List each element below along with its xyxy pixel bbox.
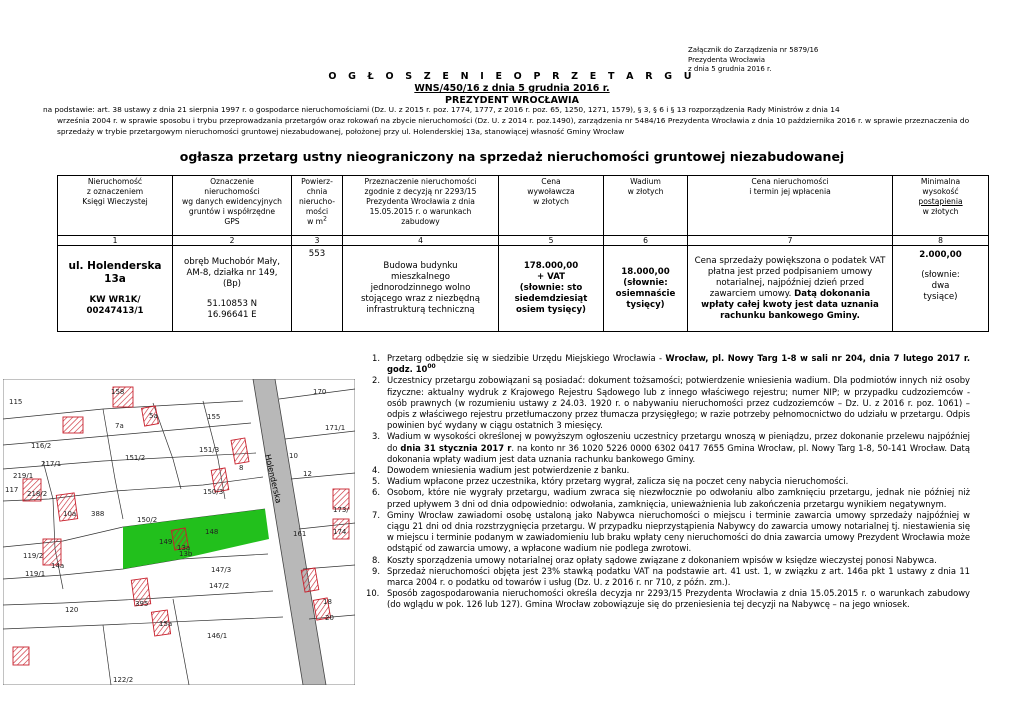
announcement-title: O G Ł O S Z E N I E O P R Z E T A R G U (328, 71, 696, 82)
auction-headline: ogłasza przetarg ustny nieograniczony na sprzedaż nieruchomości gruntowej niezabudowanej (179, 149, 845, 164)
attachment-line: Prezydenta Wrocławia (688, 55, 766, 64)
starting-price-cell: 178.000,00 + VAT (słownie: sto siedemdziesiąt osiem tysięcy) (499, 246, 604, 332)
parcel-number: 148 (205, 528, 219, 536)
parcel-number: 151/2 (125, 454, 146, 462)
parcel-number: 171/1 (325, 424, 346, 432)
header-cell: Minimalna wysokość postąpienia w złotych (893, 176, 989, 236)
property-table (57, 175, 989, 332)
parcel-number: 120 (65, 606, 79, 614)
column-number: 8 (893, 236, 989, 246)
parcel-number: 13b (179, 550, 193, 558)
condition-item: 10. Sposób zagospodarowania nieruchomości określa decyzja nr 2293/15 Prezydenta Wrocławia z dnia 15.05.2015 r. o warunkach zabudowy (do wglądu w pok. 126 lub 127). Gmina Wrocław zobowiązuje się do przeniesienia tej decyzji na Nabywcę – na jego wniosek. (366, 588, 970, 610)
parcel-number: 150/3 (203, 488, 224, 496)
announcement-reference: WNS/450/16 z dnia 5 grudnia 2016 r. (414, 83, 610, 94)
parcel-number: 10 (289, 452, 298, 460)
condition-item: 7. Gminy Wrocław zawiadomi osobę ustaloną jako Nabywca nieruchomości o miejscu i terminie zawarcia umowy sprzedaży najpóźniej w ciągu 21 dni od dnia rozstrzygnięcia przetargu. W przypadku nieprzystąpienia Nabywcy do zawarcia umowy notarialnej tj. niestawienia się w miejscu i terminie podanym w zawiadomieniu lub braku wpłaty ceny nieruchomości do dnia zawarcia umowy Prezydent Wrocławia może odstąpić od zawarcia umowy, a wpłacone wadium nie podlega zwrotowi. (372, 509, 970, 554)
condition-item: 2. Uczestnicy przetargu zobowiązani są posiadać: dokument tożsamości; potwierdzenie wniesienia wadium. Dla podmiotów innych niż osoby fizyczne: aktualny wydruk z Krajowego Rejestru Sądowego lub z innego właściwego rejestru; numer NIP; w przypadku cudzoziemców - osób prawnych (w rozumieniu ustawy z 24.03. 1920 r. o nabywaniu nieruchomości przez cudzoziemców – Dz. U. z 2016 r. poz. 1061) – odpis z właściwego rejestru przetłumaczony przez tłumacza przysięgłego; w razie potrzeby pełnomocnictwo do udziału w przetargu. Odpis powinien być wydany w ciągu ostatnich 3 miesięcy. (372, 375, 970, 431)
header-cell: Wadium w złotych (604, 176, 688, 236)
column-number: 7 (688, 236, 893, 246)
parcel-number: 5a (149, 412, 158, 420)
header-cell: Nieruchomość z oznaczeniem Księgi Wieczystej (58, 176, 173, 236)
condition-item: 1. Przetarg odbędzie się w siedzibie Urzędu Miejskiego Wrocławia - Wrocław, pl. Nowy Targ 1-8 w sali nr 204, dnia 7 lutego 2017 r. godz. $10^{00}$ (372, 353, 971, 375)
header-cell: Powierz- chnia nierucho- mości w $m^2$ (292, 176, 343, 236)
parcel-number: 12 (303, 470, 312, 478)
min-bid-cell: 2.000,00 (słownie: dwa tysiące) (893, 246, 989, 332)
parcel-number: 218/2 (27, 490, 48, 498)
cadastral-cell: obręb Muchobór Mały, AM-8, działka nr 149, (Bp) 51.10853 N 16.96641 E (173, 246, 292, 332)
parcel-number: 146/1 (207, 632, 228, 640)
issuing-authority: PREZYDENT WROCŁAWIA (445, 95, 579, 106)
cadastral-map (3, 379, 355, 685)
parcel-number: 15a (159, 620, 173, 628)
legal-basis-rest: września 2004 r. w sprawie sposobu i trybu przeprowadzania przetargów oraz rokowań na zbycie nieruchomości (Dz. U. z 2014 r. poz.1490), zarządzenia nr 5484/16 Prezydenta Wrocławia z dnia 10 października 2016 r. w sprawie przeznaczenia do sprzedaży w trybie przetargowym nieruchomości gruntowej niezabudowanej, położonej przy ul. Holenderskiej 13a, stanowiącej własność Gminy Wrocław (57, 116, 970, 137)
parcel-number: 388 (91, 510, 105, 518)
parcel-number: 147/3 (211, 566, 232, 574)
header-cell: Oznaczenie nieruchomości wg danych ewidencyjnych gruntów i współrzędne GPS (173, 176, 292, 236)
attachment-line: Załącznik do Zarządzenia nr 5879/16 (688, 46, 819, 54)
column-number: 3 (292, 236, 343, 246)
attachment-line: z dnia 5 grudnia 2016 r. (688, 65, 772, 73)
condition-item: 4. Dowodem wniesienia wadium jest potwierdzenie z banku. (372, 465, 630, 476)
header-cell: Przeznaczenie nieruchomości zgodnie z decyzją nr 2293/15 Prezydenta Wrocławia z dnia 15.05.2015 r. o warunkach zabudowy (343, 176, 499, 236)
purpose-cell: Budowa budynku mieszkalnego jednorodzinnego wolno stojącego wraz z niezbędną infrastrukturą techniczną (343, 246, 499, 332)
auction-conditions (364, 353, 970, 611)
parcel-number: 158 (111, 388, 125, 396)
column-number: 1 (58, 236, 173, 246)
parcel-number: 116/2 (31, 442, 52, 450)
parcel-number: 122/2 (113, 676, 134, 684)
parcel-number: 147/2 (209, 582, 230, 590)
table-header-row (58, 176, 989, 236)
parcel-number: 13a (177, 544, 191, 552)
parcel-number: 119/2 (23, 552, 44, 560)
parcel-number: 151/3 (199, 446, 220, 454)
column-number: 5 (499, 236, 604, 246)
parcel-number: 395 (135, 600, 149, 608)
parcel-number: 8 (239, 464, 244, 472)
parcel-number: 173/ (333, 506, 349, 514)
parcel-number: 117 (5, 486, 19, 494)
header-cell: Cena wywoławcza w złotych (499, 176, 604, 236)
parcel-number: 119/1 (25, 570, 46, 578)
parcel-number: 7a (115, 422, 124, 430)
parcel-number: 174 (333, 528, 347, 536)
condition-item: 9. Sprzedaż nieruchomości objęta jest 23% stawką podatku VAT na podstawie art. 41 ust. 1, w związku z art. 146a pkt 1 ustawy z dnia 11 marca 2004 r. o podatku od towarów i usług (Dz. U. z 2016 r. nr 710, z późn. zm.). (372, 565, 970, 588)
legal-basis (43, 104, 987, 138)
column-number: 6 (604, 236, 688, 246)
table-number-row (58, 236, 989, 246)
parcel-number: 115 (9, 398, 23, 406)
column-number: 2 (173, 236, 292, 246)
legal-basis-lead: na podstawie: art. 38 ustawy z dnia 21 sierpnia 1997 r. o gospodarce nieruchomościami (Dz. U. z 2015 r. poz. 1774, 1777, z 2016 r. poz. 65, 1250, 1271, 1579), § 3, § 6 i § 13 rozporządzenia Rady Ministrów z dnia 14 (43, 105, 840, 114)
parcel-number: 150/2 (137, 516, 158, 524)
deposit-cell: 18.000,00 (słownie: osiemnaście tysięcy) (604, 246, 688, 332)
parcel-number: 10a (63, 510, 77, 518)
parcel-number: 161 (293, 530, 307, 538)
payment-terms-cell: Cena sprzedaży powiększona o podatek VAT płatna jest przed podpisaniem umowy notarialnej, najpóźniej dzień przed zawarciem umowy. Datą dokonania wpłaty całej kwoty jest data uznania rachunku bankowego Gminy. (688, 246, 893, 332)
column-number: 4 (343, 236, 499, 246)
parcel-number: 14a (51, 562, 65, 570)
parcel-number: 18 (323, 598, 332, 606)
parcel-number: 155 (207, 413, 221, 421)
table-row (58, 246, 989, 332)
parcel-number: 170 (313, 388, 327, 396)
parcel-number: 149 (159, 538, 173, 546)
property-id-cell: ul. Holenderska 13a KW WR1K/ 00247413/1 (58, 246, 173, 332)
parcel-number: 217/1 (41, 460, 62, 468)
condition-item: 8. Koszty sporządzenia umowy notarialnej oraz opłaty sądowe związane z dokonaniem wpisów w księdze wieczystej ponosi Nabywca. (372, 554, 937, 565)
area-cell: 553 (292, 246, 343, 332)
street-name: Holenderska (263, 453, 284, 505)
condition-item: 3. Wadium w wysokości określonej w powyższym ogłoszeniu uczestnicy przetargu wnoszą w pieniądzu, przez dokonanie przelewu najpóźniej do dnia 31 stycznia 2017 r. na konto nr 36 1020 5226 0000 6302 0417 7655 Gmina Wrocław, pl. Nowy Targ 1-8, 50-141 Wrocław. Datą dokonania wpłaty wadium jest data uznania rachunku bankowego Gminy. (372, 431, 970, 464)
header-cell: Cena nieruchomości i termin jej wpłacenia (688, 176, 893, 236)
parcel-number: 219/1 (13, 472, 34, 480)
parcel-number: 20 (325, 614, 334, 622)
condition-item: 5. Wadium wpłacone przez uczestnika, który przetarg wygrał, zalicza się na poczet ceny nabycia nieruchomości. (372, 476, 849, 487)
condition-item: 6. Osobom, które nie wygrały przetargu, wadium zwraca się niezwłocznie po odwołaniu albo zamknięciu przetargu, jednak nie później niż przed upływem 3 dni od dnia odpowiednio: odwołania, zamknięcia, unieważnienia lub zakończenia przetargu wynikiem negatywnym. (372, 487, 970, 509)
